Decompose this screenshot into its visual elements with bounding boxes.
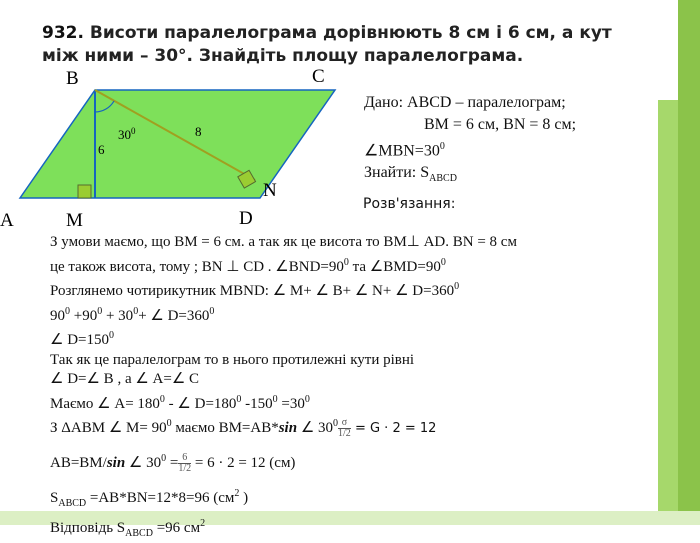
decor-bar-right — [678, 0, 700, 525]
fraction-six: $\frac{6}{1/2}$ — [178, 452, 192, 475]
solution-line-11: $S_{ABCD} =AB*BN=12*8=96$ ($см^2$ ) — [50, 488, 249, 510]
solution-line-3: Розглянемо чотирикутник MBND: ∠ M+ ∠ B+ ∠ N+ ∠ $D=360^0$ — [50, 281, 460, 299]
solution-line-4: $90^0 +90^0 + 30^0+$ ∠ $D=360^0$ — [50, 305, 215, 324]
parallelogram-shape — [20, 90, 335, 198]
label-angle: $30^0$ — [118, 126, 136, 142]
task-text-2: між ними – 30°. Знайдіть площу паралелограма. — [42, 46, 524, 66]
label-c: C — [312, 66, 325, 87]
solution-line-7: ∠ D=∠ B , а ∠ A=∠ C — [50, 371, 200, 387]
solution-line-2: це також висота, тому ; BN ⊥ CD . $\angle BND=90^0$ та $\angle BMD=90^0$ — [50, 256, 446, 275]
solution-title: Розв'язання: — [363, 196, 456, 212]
parallelogram-figure — [0, 60, 340, 240]
given-line-1: Дано: ABCD – паралелограм; — [364, 94, 566, 111]
solution-line-9: З ΔABM ∠ $M= 90^0$ маємо BM=AB*sin ∠ $30^0$ $\frac{\sigma}{1/2}$ = G · 2 = 12 — [50, 417, 437, 440]
solution-line-10: AB=BM/sin ∠ $30^0$ = $\frac{6}{1/2}$ = 6 · 2 = 12 (см) — [50, 452, 296, 475]
solution-line-6: Так як це паралелограм то в нього протилежні кути рівні — [50, 351, 415, 368]
label-n: N — [263, 180, 277, 201]
given-block — [364, 92, 576, 191]
solution-block — [50, 233, 660, 543]
fraction-sigma: $\frac{\sigma}{1/2}$ — [338, 417, 351, 440]
task-text-1: Висоти паралелограма дорівнюють 8 см і 6 см, а кут — [89, 23, 612, 43]
given-line-3: $\angle MBN=30^0$ — [364, 141, 445, 160]
label-b: B — [66, 68, 79, 89]
label-d: D — [239, 208, 253, 229]
solution-line-5: ∠ $D=150^0$ — [50, 330, 114, 348]
given-line-2: BM = 6 см, BN = 8 см; — [424, 116, 577, 133]
label-m: M — [66, 210, 83, 231]
given-line-4: Знайти: $S_{ABCD}$ — [364, 164, 457, 185]
solution-line-8: Маємо ∠ $A= 180^0$ - ∠ $D=180^0$ $-150^0 =30^0$ — [50, 393, 310, 412]
solution-line-1: З умови маємо, що ВМ = 6 см. а так як це висота то ВМ⊥ AD. BN = 8 см — [50, 234, 517, 250]
decor-bar-right-inner — [658, 100, 678, 525]
label-bn-length: 8 — [195, 124, 202, 139]
solution-answer: Відповідь $S_{ABCD} =96$ $см^2$ — [50, 517, 206, 539]
task-number: 932. — [42, 23, 84, 43]
label-bm-length: 6 — [98, 142, 105, 157]
label-a: A — [0, 210, 14, 231]
right-angle-m — [78, 185, 91, 198]
